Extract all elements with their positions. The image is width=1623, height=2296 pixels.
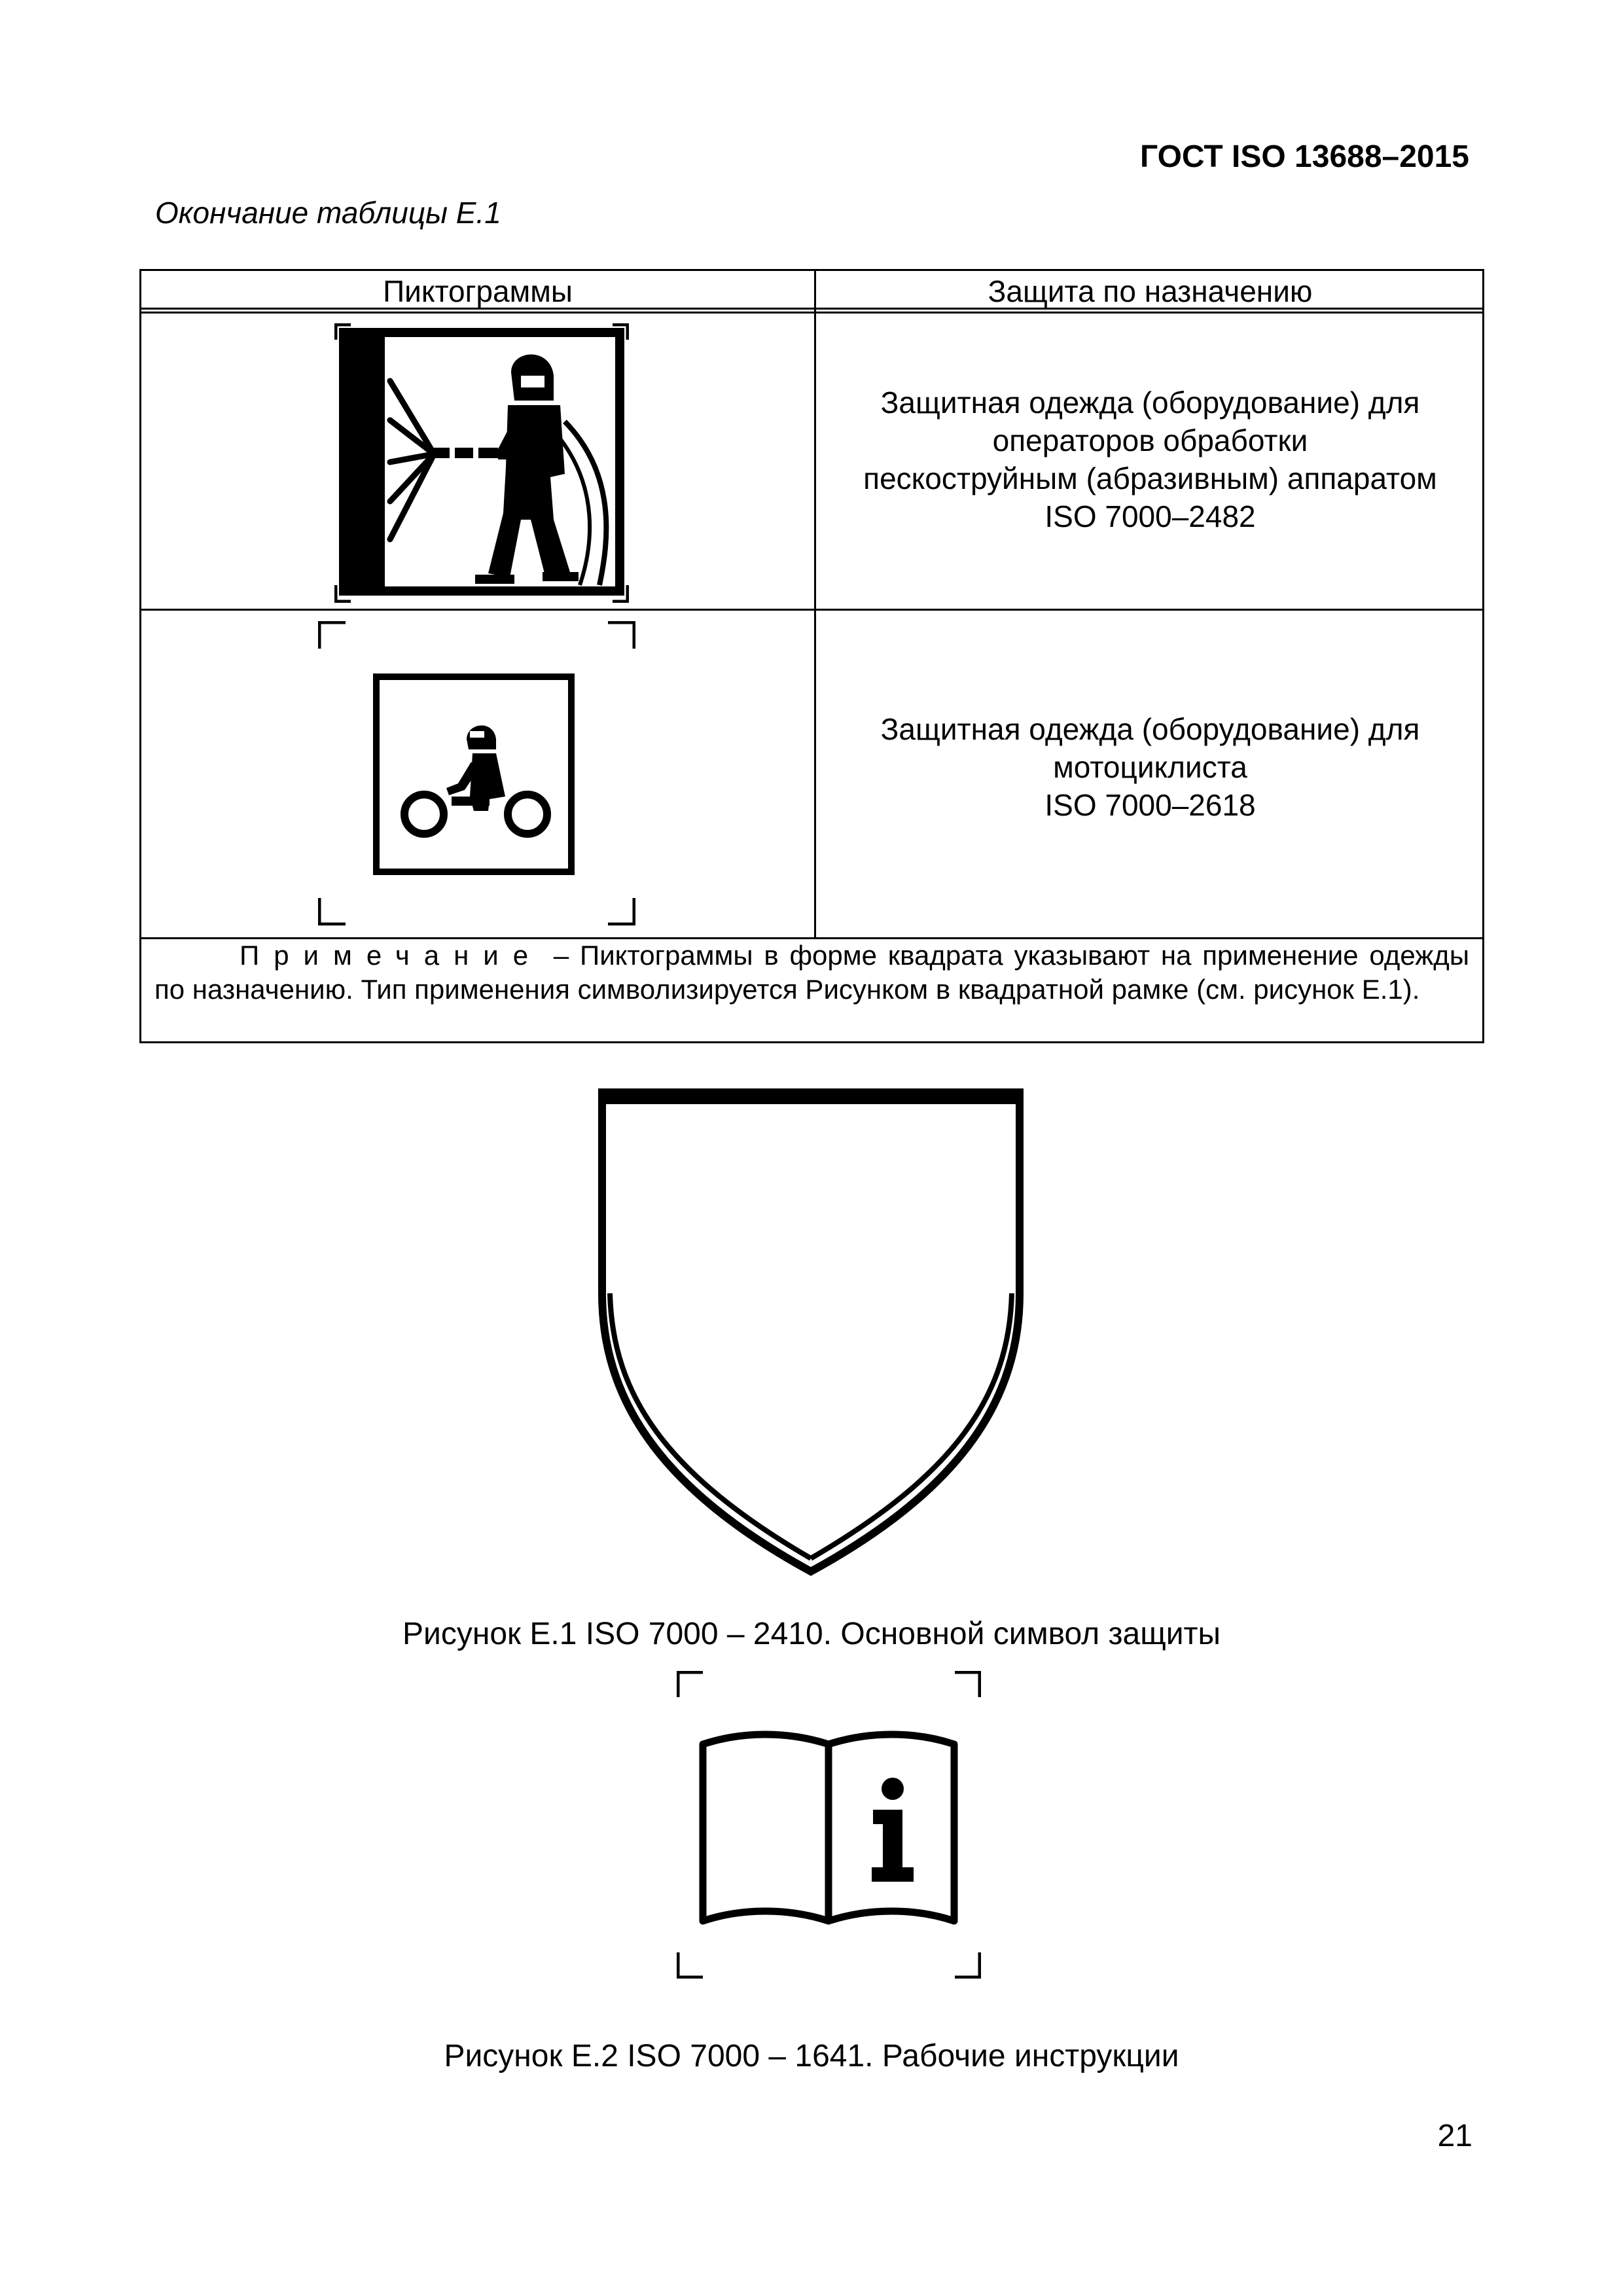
table-note [154,939,1469,1007]
document-code: ГОСТ ISO 13688–2015 [1139,139,1469,174]
row-1-description: Защитная одежда (оборудование) для операторов обработки пескоструйным (абразивным) аппаратом ISO 7000–2482 [863,386,1437,533]
sandblasting-operator-icon [334,323,629,603]
column-header-pictograms: Пиктограммы [383,274,573,308]
protection-shield-icon [598,1088,1024,1576]
column-header-protection: Защита по назначению [988,274,1313,308]
note-text: – Пиктограммы в форме квадрата указывают на применение одежды по назначению. Тип применения символизируется Рисунком в квадратной рамке (см. рисунок Е.1). [154,940,1470,1005]
note-label: Примечание [240,940,543,971]
page-number: 21 [1437,2119,1472,2153]
row-2-description: Защитная одежда (оборудование) для мотоциклиста ISO 7000–2618 [880,712,1420,822]
table-continuation-label: Окончание таблицы Е.1 [155,196,501,230]
figure-e1-caption: Рисунок Е.1 ISO 7000 – 2410. Основной символ защиты [402,1617,1221,1651]
pictogram-table [139,269,1484,1043]
book-info-icon [677,1671,981,1979]
figure-e2-caption: Рисунок Е.2 ISO 7000 – 1641. Рабочие инструкции [444,2039,1179,2073]
motorcyclist-icon [318,621,635,925]
